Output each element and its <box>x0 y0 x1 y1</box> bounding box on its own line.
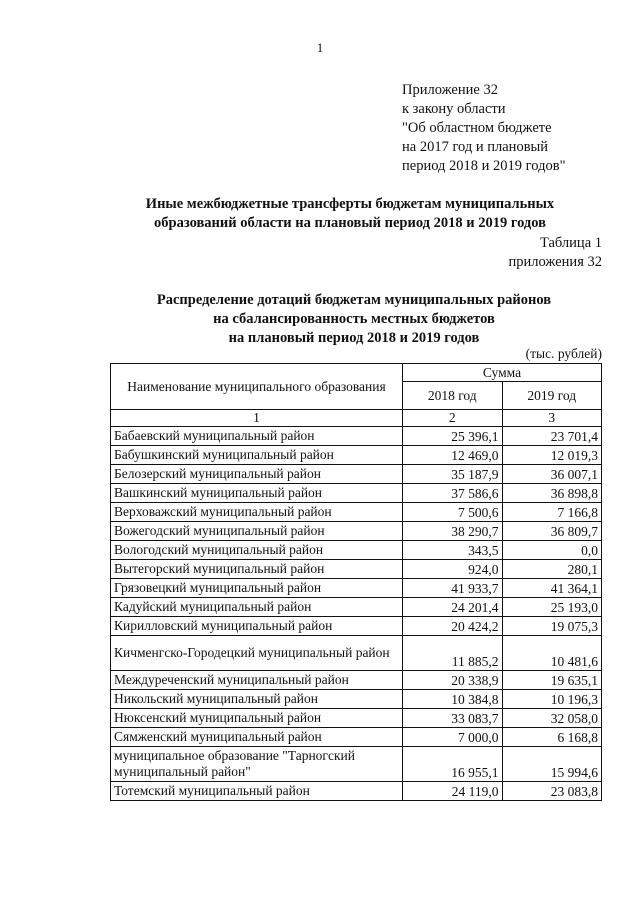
amount-2018: 38 290,7 <box>403 522 503 541</box>
district-name: Вытегорский муниципальный район <box>111 560 403 579</box>
table-row <box>111 503 602 522</box>
district-name: муниципальное образование "Тарногский муниципальный район" <box>111 747 403 782</box>
subtitle-line: Распределение дотаций бюджетам муниципальных районов <box>156 292 552 308</box>
column-number: 3 <box>502 410 602 427</box>
table-row <box>111 598 602 617</box>
amount-2018: 24 201,4 <box>403 598 503 617</box>
table-ref-line: Таблица 1 <box>539 235 602 251</box>
amount-2019: 23 701,4 <box>502 427 602 446</box>
amount-2018: 20 424,2 <box>403 617 503 636</box>
amount-2018: 20 338,9 <box>403 671 503 690</box>
amount-2018: 41 933,7 <box>403 579 503 598</box>
table-row <box>111 522 602 541</box>
amount-2018: 24 119,0 <box>403 782 503 801</box>
appendix-line: "Об областном бюджете <box>402 120 552 136</box>
appendix-line: на 2017 год и плановый <box>402 139 549 155</box>
header-name: Наименование муниципального образования <box>111 364 403 410</box>
amount-2019: 23 083,8 <box>502 782 602 801</box>
amount-2018: 25 396,1 <box>403 427 503 446</box>
district-name: Белозерский муниципальный район <box>111 465 403 484</box>
appendix-line: Приложение 32 <box>402 82 498 98</box>
table-ref-line: приложения 32 <box>508 254 602 270</box>
column-number: 1 <box>111 410 403 427</box>
table-row <box>111 541 602 560</box>
amount-2019: 36 898,8 <box>502 484 602 503</box>
district-name: Вологодский муниципальный район <box>111 541 403 560</box>
table-row <box>111 617 602 636</box>
amount-2018: 37 586,6 <box>403 484 503 503</box>
amount-2018: 11 885,2 <box>403 636 503 671</box>
table-row <box>111 465 602 484</box>
amount-2018: 924,0 <box>403 560 503 579</box>
amount-2018: 35 187,9 <box>403 465 503 484</box>
amount-2018: 10 384,8 <box>403 690 503 709</box>
appendix-line: к закону области <box>402 101 506 117</box>
page-number: 1 <box>316 40 324 55</box>
district-name: Вожегодский муниципальный район <box>111 522 403 541</box>
subtitle-line: на сбалансированность местных бюджетов <box>213 311 495 327</box>
title-line: образований области на плановый период 2018 и 2019 годов <box>154 215 546 231</box>
column-number: 2 <box>403 410 503 427</box>
amount-2018: 33 083,7 <box>403 709 503 728</box>
district-name: Никольский муниципальный район <box>111 690 403 709</box>
amount-2019: 19 635,1 <box>502 671 602 690</box>
table-row <box>111 690 602 709</box>
amount-2018: 7 500,6 <box>403 503 503 522</box>
header-2019: 2019 год <box>502 382 602 410</box>
table-reference <box>509 234 602 272</box>
appendix-line: период 2018 и 2019 годов" <box>402 158 566 174</box>
amount-2018: 7 000,0 <box>403 728 503 747</box>
subsidy-table <box>110 363 602 801</box>
title-line: Иные межбюджетные трансферты бюджетам муниципальных <box>145 196 555 212</box>
table-row <box>111 560 602 579</box>
table-row <box>111 446 602 465</box>
amount-2018: 343,5 <box>403 541 503 560</box>
table-title <box>0 291 640 348</box>
district-name: Кадуйский муниципальный район <box>111 598 403 617</box>
subtitle-line: на плановый период 2018 и 2019 годов <box>228 330 480 346</box>
district-name: Бабаевский муниципальный район <box>111 427 403 446</box>
table-row <box>111 747 602 782</box>
amount-2019: 15 994,6 <box>502 747 602 782</box>
district-name: Вашкинский муниципальный район <box>111 484 403 503</box>
table-row <box>111 427 602 446</box>
amount-2019: 0,0 <box>502 541 602 560</box>
table-row <box>111 709 602 728</box>
units-label: (тыс. рублей) <box>525 346 602 361</box>
amount-2018: 16 955,1 <box>403 747 503 782</box>
header-sum: Сумма <box>403 364 602 382</box>
district-name: Кичменгско-Городецкий муниципальный район <box>111 636 403 671</box>
appendix-reference <box>402 81 566 176</box>
amount-2019: 10 481,6 <box>502 636 602 671</box>
table-row <box>111 484 602 503</box>
amount-2019: 36 007,1 <box>502 465 602 484</box>
amount-2019: 7 166,8 <box>502 503 602 522</box>
amount-2019: 19 075,3 <box>502 617 602 636</box>
amount-2019: 10 196,3 <box>502 690 602 709</box>
district-name: Тотемский муниципальный район <box>111 782 403 801</box>
district-name: Сямженский муниципальный район <box>111 728 403 747</box>
amount-2019: 12 019,3 <box>502 446 602 465</box>
table-row <box>111 579 602 598</box>
header-2018: 2018 год <box>403 382 503 410</box>
table-row <box>111 671 602 690</box>
table-row <box>111 782 602 801</box>
amount-2019: 41 364,1 <box>502 579 602 598</box>
amount-2019: 25 193,0 <box>502 598 602 617</box>
district-name: Бабушкинский муниципальный район <box>111 446 403 465</box>
table-row <box>111 636 602 671</box>
amount-2019: 32 058,0 <box>502 709 602 728</box>
district-name: Нюксенский муниципальный район <box>111 709 403 728</box>
district-name: Кирилловский муниципальный район <box>111 617 403 636</box>
district-name: Верховажский муниципальный район <box>111 503 403 522</box>
table-row <box>111 728 602 747</box>
district-name: Междуреченский муниципальный район <box>111 671 403 690</box>
amount-2019: 36 809,7 <box>502 522 602 541</box>
amount-2019: 6 168,8 <box>502 728 602 747</box>
amount-2019: 280,1 <box>502 560 602 579</box>
district-name: Грязовецкий муниципальный район <box>111 579 403 598</box>
amount-2018: 12 469,0 <box>403 446 503 465</box>
document-title <box>0 195 640 233</box>
